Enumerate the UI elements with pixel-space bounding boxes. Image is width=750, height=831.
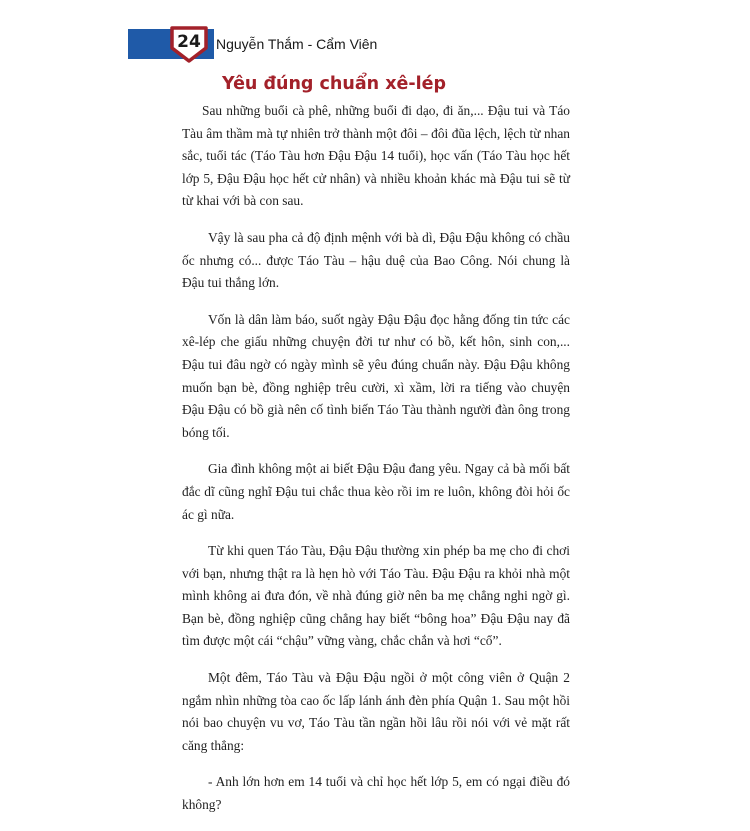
paragraph: Vậy là sau pha cả độ định mệnh với bà dì, Đậu Đậu không có chầu ốc nhưng có... được Táo Tàu – hậu duệ của Bao Công. Nói chung là Đậu tui thắng lớn. xyxy=(182,229,570,291)
paragraph: Gia đình không một ai biết Đậu Đậu đang yêu. Ngay cả bà mối bất đắc dĩ cũng nghĩ Đậu tui chắc thua kèo rồi im re luôn, không đòi hỏi ốc ác gì nữa. xyxy=(182,461,570,522)
page-number: 24 xyxy=(177,32,201,52)
chapter-title: Yêu đúng chuẩn xê-lép xyxy=(222,74,447,94)
paragraph: Sau những buổi cà phê, những buổi đi dạo, đi ăn,... Đậu tui và Táo Tàu âm thầm mà tự nhiên trở thành một đôi – đôi đũa lệch, lệch từ nhan sắc, tuổi tác (Táo Tàu hơn Đậu Đậu 14 tuổi), học vấn (Táo Tàu học hết lớp 5, Đậu Đậu học hết cử nhân) và nhiều khoản khác mà Đậu tui sẽ từ từ khai với bà con sau. xyxy=(182,103,570,209)
paragraph: Một đêm, Táo Tàu và Đậu Đậu ngồi ở một công viên ở Quận 2 ngắm nhìn những tòa cao ốc lấp lánh ánh đèn phía Quận 1. Sau một hồi nói bao chuyện vu vơ, Táo Tàu tần ngần hồi lâu rồi nói với vẻ mặt rất căng thẳng: xyxy=(182,670,570,753)
running-head-author: Nguyễn Thắm - Cẩm Viên xyxy=(216,36,378,52)
body-text xyxy=(182,100,570,831)
paragraph: - Anh lớn hơn em 14 tuổi và chỉ học hết lớp 5, em có ngại điều đó không? xyxy=(182,774,570,813)
paragraph: Vốn là dân làm báo, suốt ngày Đậu Đậu đọc hằng đống tin tức các xê-lép che giấu những chuyện đời tư như có bồ, kết hôn, sinh con,... Đậu tui đâu ngờ có ngày mình sẽ yêu đúng chuẩn này. Đậu Đậu không muốn bạn bè, đồng nghiệp trêu cười, xì xầm, lời ra tiếng vào chuyện Đậu Đậu có bồ già nên cố tình biến Táo Tàu thành người đàn ông trong bóng tối. xyxy=(182,311,570,440)
paragraph: Từ khi quen Táo Tàu, Đậu Đậu thường xin phép ba mẹ cho đi chơi với bạn, nhưng thật ra là hẹn hò với Táo Tàu. Đậu Đậu ra khỏi nhà một mình không ai đưa đón, về nhà đúng giờ nên ba mẹ chẳng nghi ngờ gì. Bạn bè, đồng nghiệp cũng chẳng hay biết “bông hoa” Đậu Đậu nay đã tìm được một cái “chậu” vững vàng, chắc chắn và hơi “cổ”. xyxy=(182,543,570,649)
